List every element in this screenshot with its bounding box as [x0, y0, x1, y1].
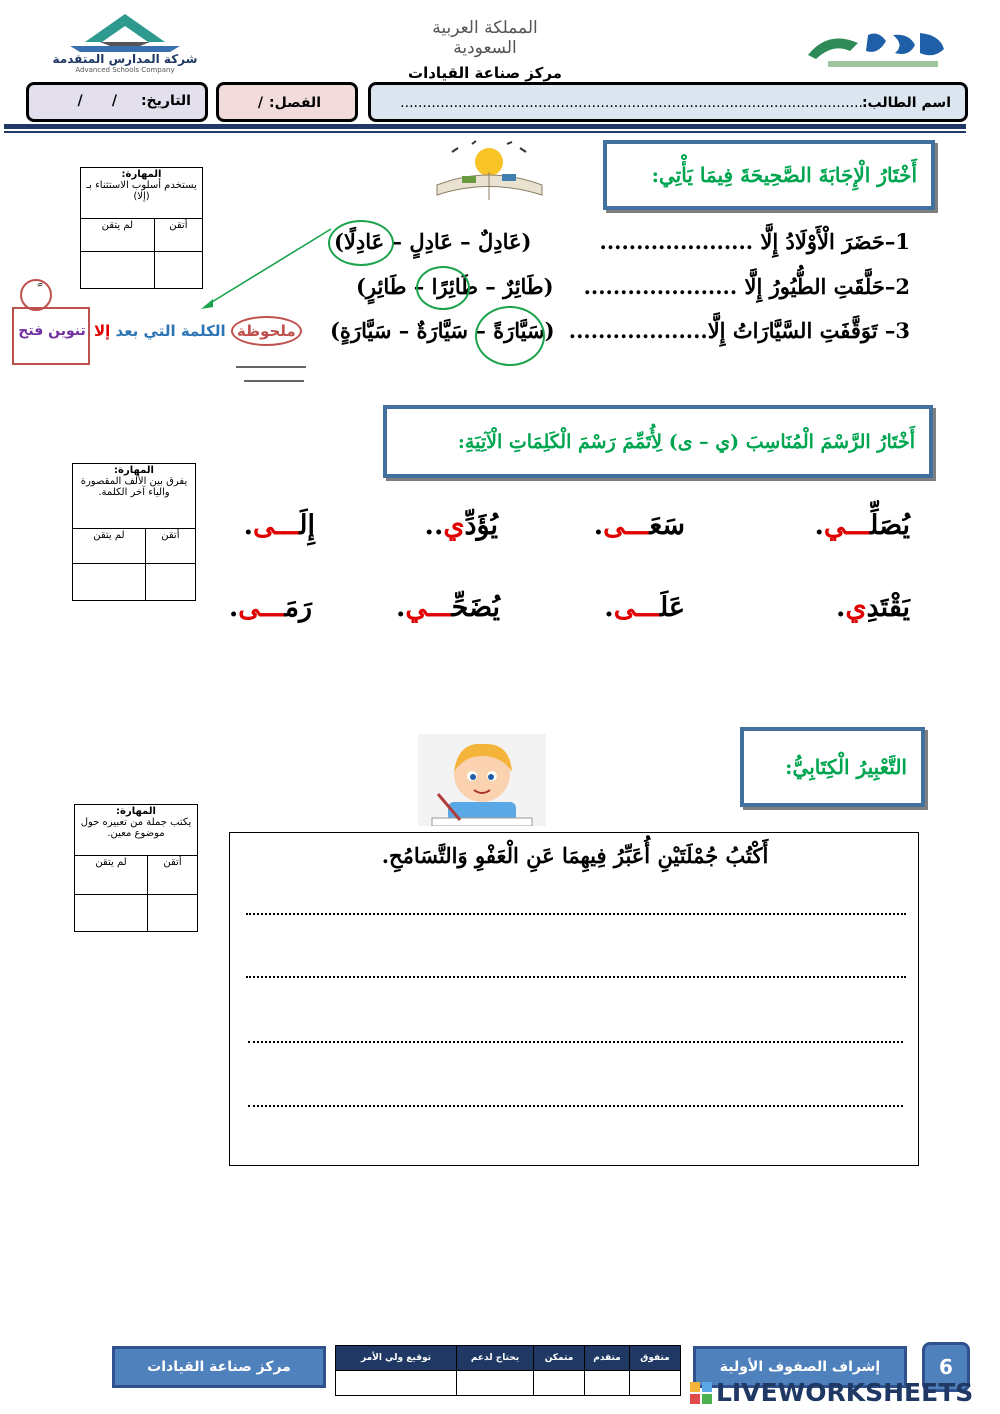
writing-line-3[interactable]: [248, 1041, 903, 1043]
center-name: مركز صناعة القيادات: [408, 64, 562, 82]
word-item[interactable]: [814, 510, 910, 541]
word-trail: .: [835, 592, 846, 623]
word-trail: .: [604, 592, 614, 623]
section3-title: التَّعْبِيرُ الْكِتَابِيُّ:: [785, 755, 907, 779]
word-item[interactable]: [229, 592, 312, 623]
note-illa: إلا: [94, 322, 111, 340]
note-arrow: [195, 225, 335, 315]
scribble-line: [236, 366, 306, 368]
class-label: الفصل:: [268, 95, 321, 111]
section2-title: أَخْتَارُ الرَّسْمَ الْمُنَاسِبَ (ي – ى) لِأُتَمِّمَ رَسْمَ الْكَلِمَاتِ الْآتِيَةِ:: [457, 431, 915, 453]
writing-box: [229, 832, 919, 1166]
word-trail: .: [395, 592, 406, 623]
eval-cell[interactable]: [457, 1371, 534, 1396]
word-item[interactable]: [425, 510, 498, 541]
answer-circle-1: [328, 220, 394, 266]
word-ending: ـــى: [613, 592, 660, 623]
skill-desc: يكتب جملة من تعبيره حول موضوع معين.: [80, 817, 192, 839]
eval-header: متمكن: [534, 1346, 585, 1371]
writing-prompt: أَكْتُبُ جُمْلَتَيْنِ أُعَبِّرُ فِيهِمَا عَنِ الْعَفْوِ وَالتَّسَامُحِ.: [381, 843, 769, 868]
skill-not-mastered-cell[interactable]: [75, 895, 148, 932]
section1-title: أَخْتَارُ الْإِجَابَةَ الصَّحِيحَةَ فِيمَا يَأْتِي:: [651, 163, 917, 187]
word-base: يُصَلِّ: [870, 510, 910, 541]
eval-cell[interactable]: [585, 1371, 630, 1396]
eval-header: متفوق: [630, 1346, 681, 1371]
section1-title-box: [603, 140, 935, 210]
book-illustration: [432, 140, 547, 205]
word-item[interactable]: [604, 592, 685, 623]
word-item[interactable]: [244, 510, 315, 541]
skill-not-mastered-cell[interactable]: [73, 564, 146, 601]
note-answer: تنوين فتح: [18, 323, 86, 339]
word-item[interactable]: [396, 592, 500, 623]
skill-mastered: أتقن: [148, 856, 198, 895]
question-2-text: 2–حَلَّقَتِ الطُّيُورُ إِلَّا .....................: [583, 274, 910, 299]
evaluation-table: [335, 1345, 681, 1396]
question-3-text: 3– تَوَقَّفَتِ السَّيَّارَاتُ إِلَّا...................: [568, 318, 910, 343]
skill-not-mastered: لم يتقن: [73, 529, 146, 564]
skill-not-mastered: لم يتقن: [81, 219, 155, 252]
skill-table-1: [80, 167, 203, 289]
question-2-options[interactable]: (طَائِرٌ – طَائِرًا – طَائِرٍ): [356, 274, 554, 299]
question-1-text: 1–حَضَرَ الْأَوْلَادُ إِلَّا .....................: [599, 229, 910, 254]
word-trail: .: [228, 592, 239, 623]
answer-circle-2: [416, 266, 470, 310]
word-ending: ي: [443, 510, 465, 541]
class-value: /: [257, 95, 263, 111]
skill-title: المهارة:: [116, 806, 156, 817]
footer-center-name: مركز صناعة القيادات: [112, 1346, 326, 1388]
header-divider: [4, 124, 966, 129]
note-label: ملحوظة: [231, 316, 302, 346]
eval-cell[interactable]: [534, 1371, 585, 1396]
answer-circle-3: [475, 306, 545, 366]
word-item[interactable]: [594, 510, 685, 541]
skill-table-2: [72, 463, 196, 601]
footer-supervision: إشراف الصفوف الأولية: [693, 1346, 907, 1388]
writing-line-4[interactable]: [248, 1105, 903, 1107]
skill-title: المهارة:: [114, 465, 154, 476]
word-trail: .: [243, 510, 254, 541]
student-name-label: اسم الطالب:: [861, 95, 951, 111]
kingdom-title: المملكة العربية السعودية: [432, 18, 538, 58]
word-base: عَلَ: [659, 592, 685, 623]
word-ending: ـــى: [238, 592, 285, 623]
section2-title-box: [383, 405, 933, 478]
skill-title: المهارة:: [121, 169, 162, 180]
eval-cell[interactable]: [630, 1371, 681, 1396]
skill-table-3: [74, 804, 198, 932]
eval-header: توقيع ولي الأمر: [336, 1346, 457, 1371]
word-trail: .: [593, 510, 604, 541]
liveworksheets-watermark: [690, 1378, 990, 1408]
word-base: يُؤَدِّ: [464, 510, 498, 541]
company-name-ar: شركة المدارس المتقدمة: [52, 52, 198, 66]
scribble-line: [244, 380, 304, 382]
skill-desc: يستخدم أسلوب الاستثناء بـ (إلا): [86, 180, 197, 202]
word-ending: ـــي: [405, 592, 452, 623]
word-trail: ..: [424, 510, 444, 541]
date-field[interactable]: [26, 82, 208, 122]
skill-not-mastered-cell[interactable]: [81, 252, 155, 289]
class-field[interactable]: [216, 82, 358, 122]
note-text: الكلمة التي بعد: [115, 322, 226, 340]
section3-title-box: [740, 727, 925, 807]
word-base: يُضَحِّ: [451, 592, 500, 623]
writing-boy-illustration: [418, 734, 546, 826]
word-ending: ـــى: [253, 510, 300, 541]
skill-not-mastered: لم يتقن: [75, 856, 148, 895]
company-name-en: Advanced Schools Company: [75, 66, 175, 74]
skill-mastered-cell[interactable]: [145, 564, 195, 601]
note-answer-box: [12, 307, 90, 365]
eval-cell[interactable]: [336, 1371, 457, 1396]
watermark-text: LIVEWORKSHEETS: [716, 1378, 974, 1407]
word-base: سَعَ: [649, 510, 685, 541]
student-name-dots: ........................................................................................................: [400, 95, 863, 111]
writing-line-1[interactable]: [246, 913, 906, 915]
word-ending: ـــى: [603, 510, 650, 541]
skill-mastered: أتقن: [154, 219, 202, 252]
date-label: التاريخ:: [140, 93, 191, 109]
word-item[interactable]: [836, 592, 910, 623]
company-logo: [40, 12, 210, 74]
eval-header: متقدم: [585, 1346, 630, 1371]
skill-mastered-cell[interactable]: [148, 895, 198, 932]
page-number: 6: [922, 1342, 970, 1392]
word-trail: .: [814, 510, 824, 541]
word-base: إِلَ: [299, 510, 315, 541]
eval-header: يحتاج لدعم: [457, 1346, 534, 1371]
date-value: / /: [77, 93, 117, 109]
word-base: يَقْتَدِ: [866, 592, 910, 623]
skill-mastered: أتقن: [145, 529, 195, 564]
writing-line-2[interactable]: [246, 976, 906, 978]
word-ending: ي: [845, 592, 867, 623]
header-divider-thin: [4, 131, 966, 133]
question-3-options[interactable]: (سَيَّارَةً – سَيَّارَةٌ – سَيَّارَةٍ): [330, 318, 555, 343]
student-name-field[interactable]: [368, 82, 968, 122]
word-base: رَمَ: [284, 592, 312, 623]
note-line: [94, 322, 302, 340]
word-ending: ـــي: [823, 510, 871, 541]
question-1-options[interactable]: (عَادِلٌ – عَادِلٍ – عَادِلًا): [334, 229, 532, 254]
skill-desc: يفرق بين الألف المقصورة والياء آخر الكلمة.: [80, 476, 188, 498]
training-logo: [798, 25, 958, 71]
header-center: [400, 18, 570, 82]
